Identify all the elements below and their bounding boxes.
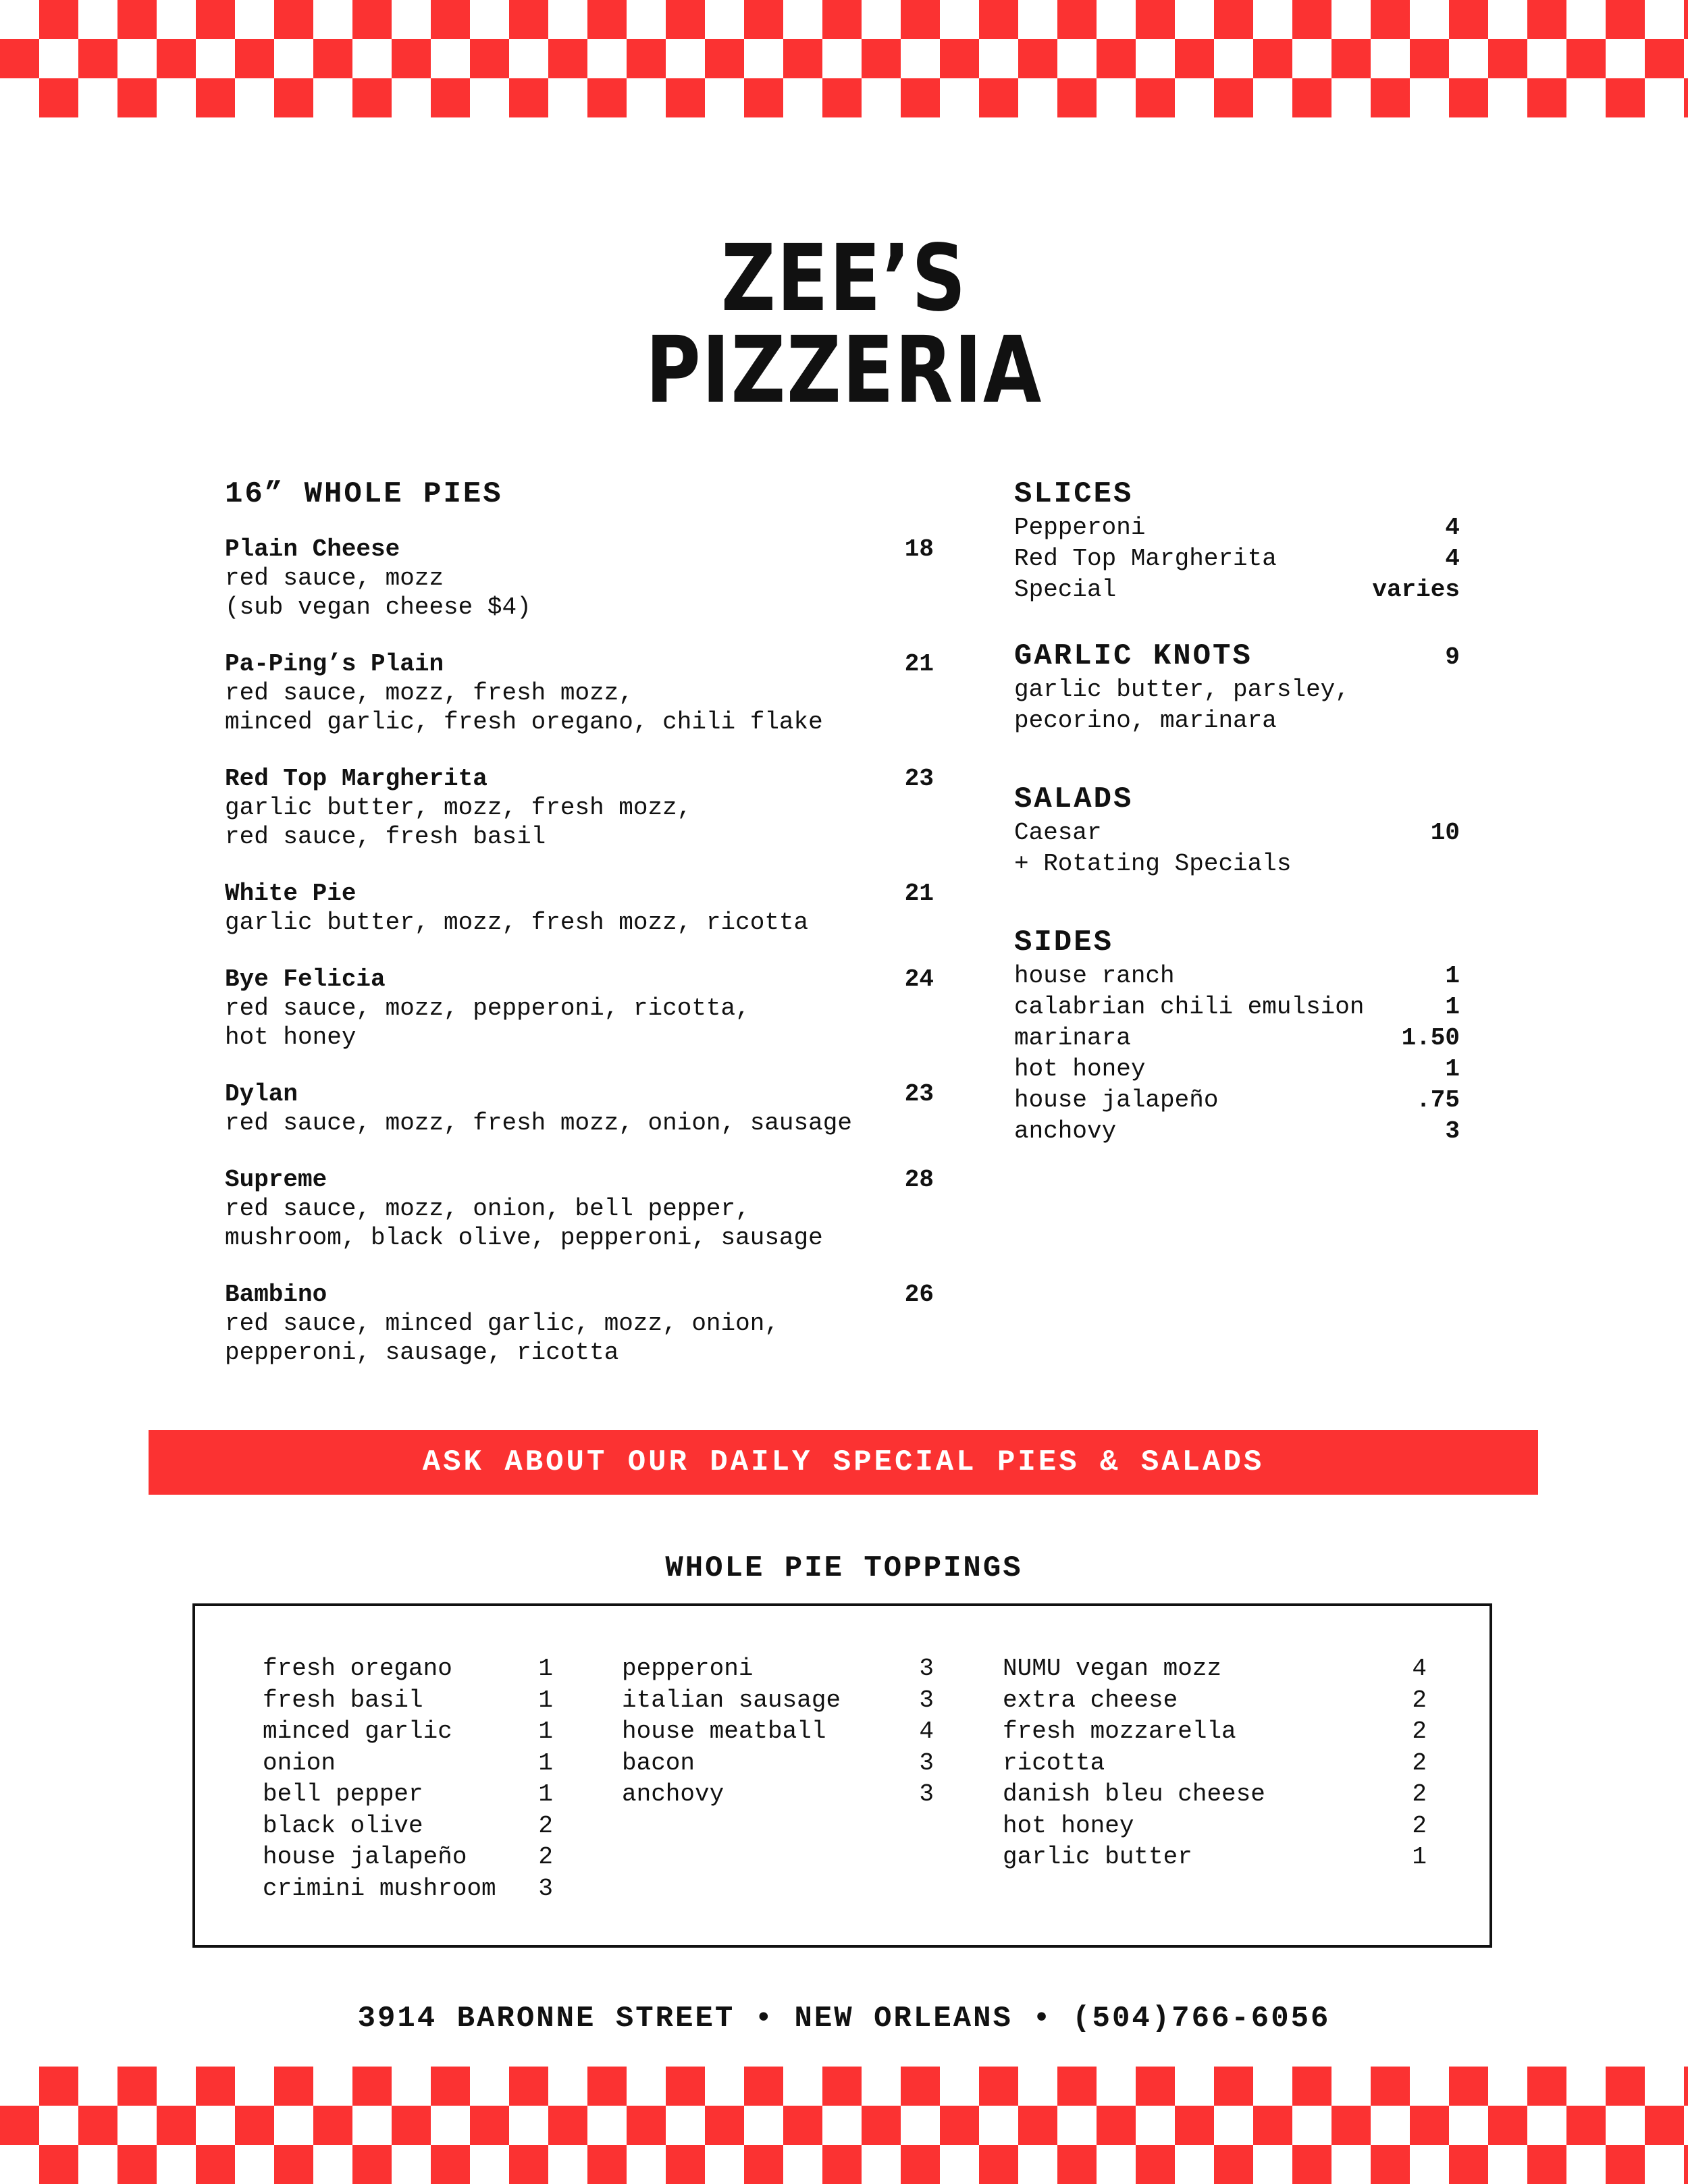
topping-price: 3 (919, 1780, 934, 1808)
menu-row (1014, 961, 1460, 992)
pie-price: 26 (904, 1281, 934, 1308)
pie-price: 28 (904, 1166, 934, 1194)
slices-heading: SLICES (1014, 477, 1134, 511)
topping-price: 4 (1412, 1655, 1427, 1682)
topping-row (622, 1685, 934, 1717)
topping-price: 1 (538, 1780, 553, 1808)
item-name: house ranch (1014, 962, 1175, 990)
salads-section (1014, 781, 1460, 880)
pie-description: garlic butter, mozz, fresh mozz, ricotta (225, 909, 809, 936)
sides-section (1014, 924, 1460, 1147)
topping-row (263, 1779, 553, 1811)
pie-price: 21 (904, 650, 934, 678)
topping-name: black olive (263, 1811, 423, 1840)
title-line-2: PIZZERIA (645, 317, 1043, 424)
item-price: 4 (1445, 514, 1460, 541)
whole-pies-section (225, 476, 934, 1395)
item-price: 3 (1445, 1117, 1460, 1145)
pie-description: garlic butter, mozz, fresh mozz, red sauce, fresh basil (225, 794, 692, 851)
topping-row (1003, 1811, 1427, 1842)
address-footer: 3914 BARONNE STREET • NEW ORLEANS • (504)766-6056 (357, 2002, 1331, 2035)
topping-name: fresh oregano (263, 1655, 452, 1682)
topping-row (1003, 1779, 1427, 1811)
topping-name: danish bleu cheese (1003, 1780, 1265, 1808)
topping-name: pepperoni (622, 1655, 754, 1682)
topping-name: crimini mushroom (263, 1874, 496, 1902)
pie-name: Supreme (225, 1166, 327, 1194)
topping-name: extra cheese (1003, 1686, 1178, 1714)
pie-description: red sauce, mozz, fresh mozz, onion, sausage (225, 1109, 852, 1137)
toppings-column-3 (1003, 1653, 1427, 1873)
item-price: 1 (1445, 1055, 1460, 1083)
topping-row (1003, 1842, 1427, 1873)
item-price: 1 (1445, 993, 1460, 1021)
salads-list (1014, 818, 1460, 849)
item-price: 4 (1445, 545, 1460, 572)
menu-row (1014, 1116, 1460, 1147)
sides-list (1014, 961, 1460, 1147)
salads-note: + Rotating Specials (1014, 850, 1292, 878)
topping-row (1003, 1685, 1427, 1717)
pie-price: 24 (904, 965, 934, 993)
topping-row (622, 1653, 934, 1685)
topping-row (622, 1779, 934, 1811)
menu-row (1014, 1085, 1460, 1116)
topping-price: 2 (1412, 1749, 1427, 1777)
topping-name: anchovy (622, 1780, 724, 1808)
topping-row (1003, 1653, 1427, 1685)
menu-row (1014, 818, 1460, 849)
pie-description: red sauce, mozz, onion, bell pepper, mushroom, black olive, pepperoni, sausage (225, 1195, 823, 1252)
whole-pies-heading: 16” WHOLE PIES (225, 477, 503, 511)
item-name: anchovy (1014, 1117, 1117, 1145)
checkerboard-border-bottom (0, 2067, 1688, 2184)
topping-price: 3 (919, 1749, 934, 1777)
pie-item (225, 649, 934, 737)
topping-row (1003, 1716, 1427, 1748)
topping-name: onion (263, 1749, 336, 1777)
toppings-column-2 (622, 1653, 934, 1811)
pie-description: red sauce, mozz, pepperoni, ricotta, hot honey (225, 994, 750, 1051)
item-price: 10 (1430, 819, 1460, 847)
toppings-box (192, 1603, 1492, 1948)
topping-price: 2 (538, 1843, 553, 1871)
item-name: marinara (1014, 1024, 1131, 1052)
item-price: .75 (1416, 1086, 1460, 1114)
sides-heading: SIDES (1014, 926, 1114, 959)
pie-price: 23 (904, 1080, 934, 1108)
topping-name: house jalapeño (263, 1843, 467, 1871)
menu-row (1014, 512, 1460, 543)
item-name: Special (1014, 576, 1117, 604)
topping-row (263, 1748, 553, 1780)
pie-name: Bambino (225, 1281, 327, 1308)
pie-description: red sauce, mozz, fresh mozz, minced garlic, fresh oregano, chili flake (225, 679, 823, 736)
topping-price: 2 (1412, 1811, 1427, 1840)
pie-item (225, 764, 934, 851)
slices-section (1014, 476, 1460, 606)
topping-row (263, 1873, 553, 1905)
menu-row (1014, 575, 1460, 606)
topping-name: NUMU vegan mozz (1003, 1655, 1222, 1682)
pie-item (225, 535, 934, 622)
restaurant-title (152, 225, 1536, 424)
garlic-knots-price: 9 (1445, 643, 1460, 671)
pie-name: Pa-Ping’s Plain (225, 650, 444, 678)
title-line-1: ZEE’S (720, 225, 968, 332)
pie-name: White Pie (225, 880, 357, 907)
item-name: Red Top Margherita (1014, 545, 1277, 572)
topping-price: 3 (919, 1686, 934, 1714)
topping-name: ricotta (1003, 1749, 1105, 1777)
menu-row (1014, 1023, 1460, 1054)
checkerboard-border-top (0, 0, 1688, 117)
topping-price: 2 (1412, 1717, 1427, 1745)
toppings-column-1 (263, 1653, 553, 1905)
garlic-knots-desc: garlic butter, parsley, pecorino, marinara (1014, 676, 1350, 735)
pie-name: Plain Cheese (225, 535, 400, 563)
topping-row (622, 1716, 934, 1748)
item-price: 1 (1445, 962, 1460, 990)
toppings-heading: WHOLE PIE TOPPINGS (665, 1551, 1023, 1585)
item-price: 1.50 (1401, 1024, 1460, 1052)
pie-price: 21 (904, 880, 934, 907)
pie-price: 23 (904, 765, 934, 793)
pie-description: red sauce, minced garlic, mozz, onion, pepperoni, sausage, ricotta (225, 1310, 779, 1366)
item-name: Pepperoni (1014, 514, 1146, 541)
topping-name: bacon (622, 1749, 695, 1777)
topping-price: 1 (538, 1749, 553, 1777)
topping-price: 2 (1412, 1686, 1427, 1714)
pie-item (225, 1280, 934, 1367)
right-menu-column (1014, 476, 1460, 1147)
topping-price: 1 (538, 1717, 553, 1745)
item-name: calabrian chili emulsion (1014, 993, 1365, 1021)
pie-name: Dylan (225, 1080, 298, 1108)
pie-description: red sauce, mozz (sub vegan cheese $4) (225, 564, 531, 621)
topping-price: 3 (538, 1874, 553, 1902)
pie-name: Red Top Margherita (225, 765, 487, 793)
topping-name: house meatball (622, 1717, 826, 1745)
pie-price: 18 (904, 535, 934, 563)
topping-row (622, 1748, 934, 1780)
item-name: house jalapeño (1014, 1086, 1219, 1114)
topping-row (263, 1653, 553, 1685)
topping-price: 2 (1412, 1780, 1427, 1808)
topping-name: fresh mozzarella (1003, 1717, 1236, 1745)
topping-price: 1 (538, 1686, 553, 1714)
topping-row (263, 1685, 553, 1717)
menu-row (1014, 543, 1460, 575)
item-name: Caesar (1014, 819, 1102, 847)
topping-name: bell pepper (263, 1780, 423, 1808)
garlic-knots-section (1014, 638, 1460, 737)
pie-item (225, 1080, 934, 1138)
topping-name: hot honey (1003, 1811, 1134, 1840)
topping-name: fresh basil (263, 1686, 423, 1714)
whole-pies-list (225, 535, 934, 1367)
daily-special-banner: ASK ABOUT OUR DAILY SPECIAL PIES & SALADS (149, 1430, 1538, 1495)
topping-row (1003, 1748, 1427, 1780)
item-name: hot honey (1014, 1055, 1146, 1083)
topping-price: 1 (1412, 1843, 1427, 1871)
pie-item (225, 879, 934, 937)
menu-row (1014, 992, 1460, 1023)
pie-item (225, 1165, 934, 1252)
topping-name: garlic butter (1003, 1843, 1192, 1871)
pie-name: Bye Felicia (225, 965, 386, 993)
topping-price: 4 (919, 1717, 934, 1745)
salads-heading: SALADS (1014, 782, 1134, 816)
menu-row (1014, 1054, 1460, 1085)
topping-name: minced garlic (263, 1717, 452, 1745)
topping-row (263, 1811, 553, 1842)
topping-name: italian sausage (622, 1686, 841, 1714)
item-price: varies (1372, 576, 1460, 604)
topping-row (263, 1842, 553, 1873)
topping-price: 3 (919, 1655, 934, 1682)
pie-item (225, 965, 934, 1052)
slices-list (1014, 512, 1460, 606)
topping-row (263, 1716, 553, 1748)
topping-price: 1 (538, 1655, 553, 1682)
topping-price: 2 (538, 1811, 553, 1840)
garlic-knots-heading: GARLIC KNOTS (1014, 639, 1252, 673)
